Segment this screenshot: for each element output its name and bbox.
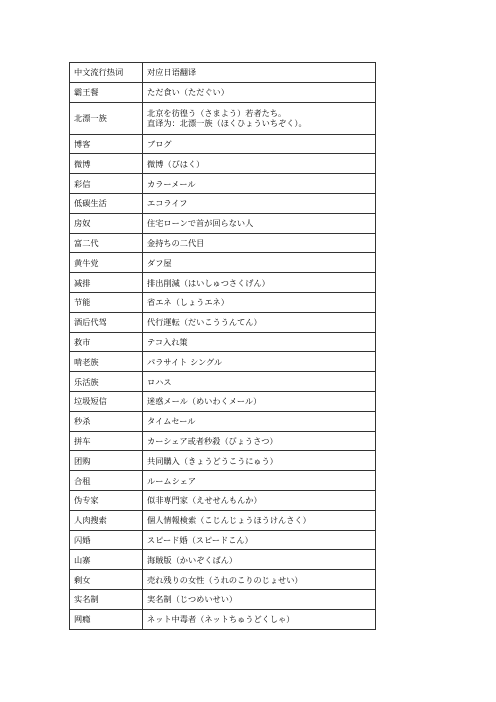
chinese-term-cell: 黄牛党 bbox=[70, 253, 143, 273]
table-row bbox=[70, 391, 376, 411]
chinese-term-cell: 减排 bbox=[70, 273, 143, 293]
japanese-translation-cell bbox=[143, 490, 376, 510]
table-row bbox=[70, 292, 376, 312]
table-row bbox=[70, 273, 376, 293]
japanese-translation-cell bbox=[143, 233, 376, 253]
japanese-translation-cell bbox=[143, 292, 376, 312]
table-row bbox=[70, 589, 376, 609]
table-row bbox=[70, 154, 376, 174]
japanese-translation-cell bbox=[143, 134, 376, 154]
translation-line: カーシェア或者秒殺（びょうさつ） bbox=[147, 435, 278, 446]
japanese-translation-cell bbox=[143, 570, 376, 590]
chinese-term-cell: 网瘾 bbox=[70, 609, 143, 629]
chinese-term-cell: 拼车 bbox=[70, 431, 143, 451]
japanese-translation-cell bbox=[143, 609, 376, 629]
translation-line: 微博（びはく） bbox=[147, 158, 205, 169]
japanese-translation-cell bbox=[143, 82, 376, 102]
japanese-translation-cell bbox=[143, 431, 376, 451]
header-japanese-cell: 对应日语翻译 bbox=[143, 63, 376, 83]
table-row bbox=[70, 451, 376, 471]
table-row bbox=[70, 352, 376, 372]
chinese-term-cell: 博客 bbox=[70, 134, 143, 154]
table-row bbox=[70, 609, 376, 629]
table-row bbox=[70, 431, 376, 451]
chinese-term-cell: 微博 bbox=[70, 154, 143, 174]
translation-line: タイムセール bbox=[147, 416, 196, 427]
translation-line: カラーメール bbox=[147, 178, 196, 189]
chinese-term-cell: 酒后代驾 bbox=[70, 312, 143, 332]
japanese-translation-cell bbox=[143, 332, 376, 352]
chinese-term-cell: 霸王餐 bbox=[70, 82, 143, 102]
japanese-translation-cell bbox=[143, 510, 376, 530]
chinese-term-cell: 闪婚 bbox=[70, 530, 143, 550]
chinese-term-cell: 富二代 bbox=[70, 233, 143, 253]
chinese-term-cell: 低碳生活 bbox=[70, 193, 143, 213]
chinese-term-cell: 啃老族 bbox=[70, 352, 143, 372]
table-row bbox=[70, 312, 376, 332]
chinese-term-cell: 乐活族 bbox=[70, 372, 143, 392]
japanese-translation-cell bbox=[143, 193, 376, 213]
translation-line: 省エネ（しょうエネ） bbox=[147, 297, 229, 308]
japanese-translation-cell bbox=[143, 352, 376, 372]
table-row bbox=[70, 102, 376, 134]
table-row bbox=[70, 471, 376, 491]
japanese-translation-cell bbox=[143, 213, 376, 233]
translation-line: ただ食い（ただぐい） bbox=[147, 87, 229, 98]
translation-line: テコ入れ策 bbox=[147, 336, 188, 347]
translation-line: ブログ bbox=[147, 138, 172, 149]
chinese-term-cell: 救市 bbox=[70, 332, 143, 352]
chinese-term-cell: 团购 bbox=[70, 451, 143, 471]
chinese-term-cell: 彩信 bbox=[70, 174, 143, 194]
vocabulary-table bbox=[69, 62, 376, 630]
translation-line: ダフ屋 bbox=[147, 257, 172, 268]
chinese-term-cell: 伪专家 bbox=[70, 490, 143, 510]
japanese-translation-cell bbox=[143, 451, 376, 471]
table-row bbox=[70, 213, 376, 233]
table-row bbox=[70, 490, 376, 510]
chinese-term-cell: 人肉搜索 bbox=[70, 510, 143, 530]
table-header-row bbox=[70, 63, 376, 83]
japanese-translation-cell bbox=[143, 102, 376, 134]
translation-line: ネット中毒者（ネットちゅうどくしゃ） bbox=[147, 614, 295, 625]
translation-line: 住宅ローンで首が回らない人 bbox=[147, 218, 254, 229]
chinese-term-cell: 北漂一族 bbox=[70, 102, 143, 134]
translation-line: 似非専門家（えせせんもんか） bbox=[147, 495, 262, 506]
japanese-translation-cell bbox=[143, 550, 376, 570]
table-row bbox=[70, 174, 376, 194]
chinese-term-cell: 节能 bbox=[70, 292, 143, 312]
japanese-translation-cell bbox=[143, 372, 376, 392]
translation-line: スピード婚（スピードこん） bbox=[147, 534, 253, 545]
translation-line: ルームシェア bbox=[147, 475, 196, 486]
table-row bbox=[70, 134, 376, 154]
chinese-term-cell: 剩女 bbox=[70, 570, 143, 590]
vocabulary-table-body bbox=[70, 63, 376, 630]
table-row bbox=[70, 510, 376, 530]
translation-line: 金持ちの二代目 bbox=[147, 237, 205, 248]
table-row bbox=[70, 411, 376, 431]
translation-line: 実名制（じつめいせい） bbox=[147, 594, 238, 605]
translation-line: 迷惑メール（めいわくメール） bbox=[147, 396, 262, 407]
translation-line: 個人情報検索（こじんじょうほうけんさく） bbox=[147, 515, 311, 526]
japanese-translation-cell bbox=[143, 174, 376, 194]
table-row bbox=[70, 193, 376, 213]
table-row bbox=[70, 233, 376, 253]
header-chinese-cell: 中文流行热词 bbox=[70, 63, 143, 83]
chinese-term-cell: 实名制 bbox=[70, 589, 143, 609]
chinese-term-cell: 秒杀 bbox=[70, 411, 143, 431]
table-row bbox=[70, 253, 376, 273]
japanese-translation-cell bbox=[143, 312, 376, 332]
japanese-translation-cell bbox=[143, 273, 376, 293]
table-row bbox=[70, 372, 376, 392]
japanese-translation-cell bbox=[143, 253, 376, 273]
chinese-term-cell: 山寨 bbox=[70, 550, 143, 570]
chinese-term-cell: 房奴 bbox=[70, 213, 143, 233]
translation-line: 共同購入（きょうどうこうにゅう） bbox=[147, 455, 278, 466]
translation-line: 代行運転（だいこううんてん） bbox=[147, 317, 262, 328]
japanese-translation-cell bbox=[143, 530, 376, 550]
translation-line: 海賊版（かいぞくばん） bbox=[147, 554, 238, 565]
japanese-translation-cell bbox=[143, 391, 376, 411]
table-row bbox=[70, 82, 376, 102]
table-row bbox=[70, 530, 376, 550]
chinese-term-cell: 合租 bbox=[70, 471, 143, 491]
japanese-translation-cell bbox=[143, 589, 376, 609]
translation-line: パラサイト シングル bbox=[147, 356, 223, 367]
japanese-translation-cell bbox=[143, 411, 376, 431]
translation-line: 直译为：北漂一族（ほくひょういちぞく）。 bbox=[147, 118, 307, 129]
japanese-translation-cell bbox=[143, 471, 376, 491]
table-row bbox=[70, 332, 376, 352]
translation-line: ロハス bbox=[147, 376, 172, 387]
translation-line: 排出削減（はいしゅつさくげん） bbox=[147, 277, 270, 288]
japanese-translation-cell bbox=[143, 154, 376, 174]
table-row bbox=[70, 550, 376, 570]
translation-line: 北京を彷徨う（さまよう）若者たち。 bbox=[147, 108, 287, 119]
table-row bbox=[70, 570, 376, 590]
translation-line: エコライフ bbox=[147, 198, 188, 209]
chinese-term-cell: 垃圾短信 bbox=[70, 391, 143, 411]
translation-line: 売れ残りの女性（うれのこりのじょせい） bbox=[147, 574, 303, 585]
